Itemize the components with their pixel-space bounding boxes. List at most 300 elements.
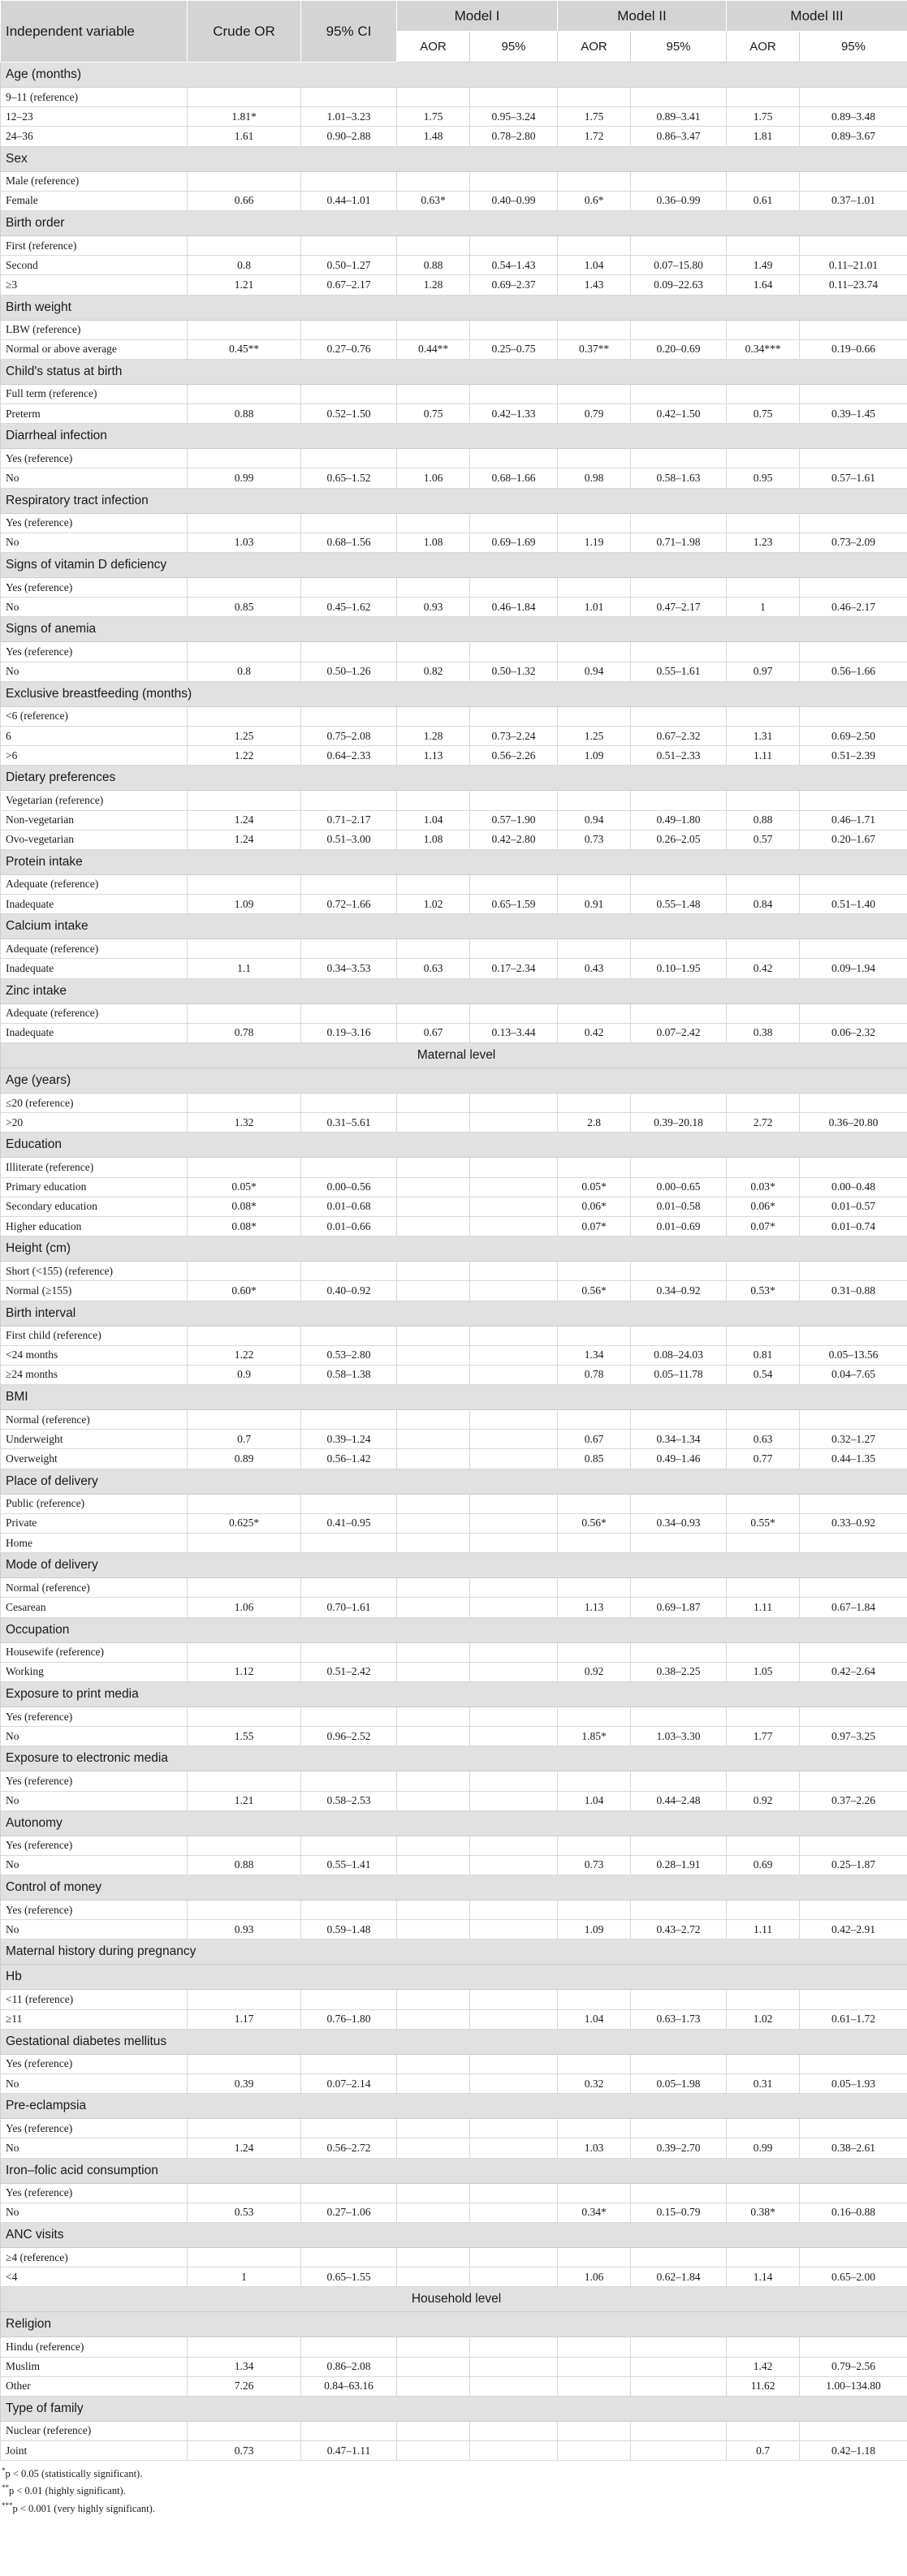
empty-cell bbox=[470, 88, 558, 107]
empty-cell bbox=[301, 1326, 397, 1345]
empty-cell bbox=[558, 235, 631, 255]
crude-ci-cell: 0.07–2.14 bbox=[301, 2074, 397, 2094]
empty-cell bbox=[397, 1410, 470, 1430]
empty-cell bbox=[397, 449, 470, 468]
model-3-aor-cell: 0.42 bbox=[727, 959, 800, 978]
empty-cell bbox=[558, 642, 631, 662]
empty-cell bbox=[301, 1578, 397, 1598]
section-label: Birth weight bbox=[1, 295, 907, 320]
model-3-ci-cell: 1.00–134.80 bbox=[800, 2376, 907, 2396]
table-row bbox=[1, 1662, 907, 1681]
empty-cell bbox=[558, 513, 631, 533]
reference-row bbox=[1, 2337, 907, 2357]
category-label: >20 bbox=[1, 1113, 188, 1133]
table-row bbox=[1, 256, 907, 275]
empty-cell bbox=[800, 706, 907, 726]
reference-label: Yes (reference) bbox=[1, 1901, 188, 1920]
table-row bbox=[1, 1023, 907, 1042]
section-row bbox=[1, 1385, 907, 1410]
model-3-aor-cell: 0.7 bbox=[727, 2441, 800, 2461]
category-label: No bbox=[1, 2203, 188, 2222]
empty-cell bbox=[188, 2183, 301, 2203]
reference-row bbox=[1, 1410, 907, 1430]
empty-cell bbox=[470, 1578, 558, 1598]
empty-cell bbox=[301, 2183, 397, 2203]
model-2-ci-cell: 0.05–1.98 bbox=[631, 2074, 727, 2094]
section-row bbox=[1, 1746, 907, 1771]
crude-or-cell: 1.22 bbox=[188, 1345, 301, 1365]
model-2-ci-cell: 0.01–0.69 bbox=[631, 1216, 727, 1236]
category-label: Normal (≥155) bbox=[1, 1281, 188, 1301]
empty-cell bbox=[397, 1642, 470, 1662]
section-label: Maternal history during pregnancy bbox=[1, 1940, 907, 1965]
crude-or-cell: 0.88 bbox=[188, 1855, 301, 1875]
model-1-aor-cell: 1.08 bbox=[397, 533, 470, 552]
section-label: Religion bbox=[1, 2312, 907, 2337]
model-1-ci-cell bbox=[470, 1920, 558, 1940]
category-label: No bbox=[1, 1920, 188, 1940]
model-3-aor-cell: 1.75 bbox=[727, 107, 800, 127]
category-label: Ovo-vegetarian bbox=[1, 830, 188, 849]
empty-cell bbox=[301, 1990, 397, 2009]
model-1-aor-cell bbox=[397, 1598, 470, 1617]
empty-cell bbox=[800, 578, 907, 598]
empty-cell bbox=[727, 1158, 800, 1177]
crude-or-cell: 0.73 bbox=[188, 2441, 301, 2461]
crude-or-cell: 1.32 bbox=[188, 1113, 301, 1133]
section-label: Pre-eclampsia bbox=[1, 2094, 907, 2119]
empty-cell bbox=[800, 449, 907, 468]
model-3-ci-cell: 0.25–1.87 bbox=[800, 1855, 907, 1875]
model-3-aor-cell: 1 bbox=[727, 598, 800, 617]
empty-cell bbox=[397, 320, 470, 339]
model-2-aor-cell: 1.03 bbox=[558, 2138, 631, 2158]
section-row bbox=[1, 1133, 907, 1158]
empty-cell bbox=[397, 1990, 470, 2009]
crude-or-cell: 1.22 bbox=[188, 746, 301, 766]
model-2-ci-cell: 1.03–3.30 bbox=[631, 1727, 727, 1746]
section-row bbox=[1, 1810, 907, 1836]
model-3-aor-cell: 0.77 bbox=[727, 1449, 800, 1469]
empty-cell bbox=[631, 874, 727, 894]
table-header bbox=[1, 1, 907, 63]
model-2-aor-cell: 1.72 bbox=[558, 127, 631, 146]
empty-cell bbox=[727, 939, 800, 959]
model-1-aor-cell bbox=[397, 1449, 470, 1469]
table-row bbox=[1, 191, 907, 210]
empty-cell bbox=[631, 2119, 727, 2138]
empty-cell bbox=[397, 1094, 470, 1113]
reference-label: Short (<155) (reference) bbox=[1, 1262, 188, 1281]
crude-ci-cell: 0.27–0.76 bbox=[301, 339, 397, 359]
empty-cell bbox=[727, 1410, 800, 1430]
empty-cell bbox=[800, 2247, 907, 2267]
empty-cell bbox=[558, 874, 631, 894]
empty-cell bbox=[800, 1410, 907, 1430]
crude-ci-cell: 0.70–1.61 bbox=[301, 1598, 397, 1617]
model-3-aor-cell: 1.02 bbox=[727, 2009, 800, 2029]
model-3-ci-cell: 0.46–2.17 bbox=[800, 598, 907, 617]
model-2-ci-cell bbox=[631, 2441, 727, 2461]
section-row bbox=[1, 1301, 907, 1326]
empty-cell bbox=[470, 513, 558, 533]
empty-cell bbox=[301, 1158, 397, 1177]
empty-cell bbox=[188, 874, 301, 894]
model-3-aor-cell: 0.88 bbox=[727, 810, 800, 830]
empty-cell bbox=[397, 2337, 470, 2357]
header-model-1: Model I bbox=[397, 1, 558, 32]
empty-cell bbox=[631, 2247, 727, 2267]
empty-cell bbox=[631, 1707, 727, 1726]
empty-cell bbox=[301, 642, 397, 662]
table-body bbox=[1, 63, 907, 2461]
category-label: Joint bbox=[1, 2441, 188, 2461]
table-row bbox=[1, 746, 907, 766]
crude-or-cell: 1.1 bbox=[188, 959, 301, 978]
table-row bbox=[1, 1197, 907, 1216]
empty-cell bbox=[558, 578, 631, 598]
model-2-aor-cell: 0.79 bbox=[558, 404, 631, 424]
model-2-aor-cell: 0.91 bbox=[558, 895, 631, 914]
header-model-3: Model III bbox=[727, 1, 907, 32]
model-1-ci-cell bbox=[470, 1197, 558, 1216]
model-3-ci-cell: 0.05–1.93 bbox=[800, 2074, 907, 2094]
reference-label: Illiterate (reference) bbox=[1, 1158, 188, 1177]
empty-cell bbox=[470, 1990, 558, 2009]
table-row bbox=[1, 107, 907, 127]
model-3-aor-cell: 0.81 bbox=[727, 1345, 800, 1365]
model-2-aor-cell: 0.05* bbox=[558, 1177, 631, 1197]
model-1-ci-cell: 0.54–1.43 bbox=[470, 256, 558, 275]
model-3-ci-cell: 0.37–2.26 bbox=[800, 1791, 907, 1810]
reference-row bbox=[1, 578, 907, 598]
empty-cell bbox=[631, 578, 727, 598]
reference-label: Yes (reference) bbox=[1, 578, 188, 598]
section-label: Signs of anemia bbox=[1, 617, 907, 642]
model-1-ci-cell bbox=[470, 1281, 558, 1301]
empty-cell bbox=[470, 1534, 558, 1553]
crude-ci-cell: 0.68–1.56 bbox=[301, 533, 397, 552]
category-label: No bbox=[1, 1791, 188, 1810]
model-1-ci-cell bbox=[470, 1855, 558, 1875]
empty-cell bbox=[727, 1578, 800, 1598]
category-label: No bbox=[1, 2074, 188, 2094]
header-model-3-aor: AOR bbox=[727, 32, 800, 63]
model-1-aor-cell bbox=[397, 2138, 470, 2158]
empty-cell bbox=[727, 642, 800, 662]
model-2-aor-cell: 0.6* bbox=[558, 191, 631, 210]
model-1-ci-cell bbox=[470, 1177, 558, 1197]
model-1-ci-cell bbox=[470, 1113, 558, 1133]
reference-row bbox=[1, 791, 907, 810]
crude-ci-cell: 0.44–1.01 bbox=[301, 191, 397, 210]
model-1-aor-cell: 0.82 bbox=[397, 662, 470, 681]
crude-ci-cell: 0.90–2.88 bbox=[301, 127, 397, 146]
model-1-ci-cell bbox=[470, 1513, 558, 1533]
model-1-aor-cell bbox=[397, 1662, 470, 1681]
empty-cell bbox=[301, 1836, 397, 1855]
model-1-aor-cell: 0.67 bbox=[397, 1023, 470, 1042]
model-2-aor-cell: 0.56* bbox=[558, 1281, 631, 1301]
empty-cell bbox=[470, 874, 558, 894]
empty-cell bbox=[470, 1707, 558, 1726]
reference-label: Vegetarian (reference) bbox=[1, 791, 188, 810]
model-1-aor-cell bbox=[397, 1855, 470, 1875]
crude-or-cell: 7.26 bbox=[188, 2376, 301, 2396]
model-3-ci-cell: 0.16–0.88 bbox=[800, 2203, 907, 2222]
reference-label: Normal (reference) bbox=[1, 1578, 188, 1598]
crude-ci-cell: 1.01–3.23 bbox=[301, 107, 397, 127]
model-3-ci-cell: 0.19–0.66 bbox=[800, 339, 907, 359]
reference-label: ≤20 (reference) bbox=[1, 1094, 188, 1113]
model-3-aor-cell: 0.92 bbox=[727, 1791, 800, 1810]
model-2-ci-cell: 0.63–1.73 bbox=[631, 2009, 727, 2029]
model-2-ci-cell: 0.86–3.47 bbox=[631, 127, 727, 146]
table-row bbox=[1, 1365, 907, 1384]
table-footnotes bbox=[0, 2461, 907, 2515]
empty-cell bbox=[188, 1262, 301, 1281]
model-2-ci-cell: 0.20–0.69 bbox=[631, 339, 727, 359]
empty-cell bbox=[397, 1158, 470, 1177]
model-1-aor-cell bbox=[397, 1920, 470, 1940]
model-1-ci-cell: 0.78–2.80 bbox=[470, 127, 558, 146]
table-row bbox=[1, 1430, 907, 1449]
model-2-ci-cell: 0.00–0.65 bbox=[631, 1177, 727, 1197]
empty-cell bbox=[188, 578, 301, 598]
model-2-ci-cell: 0.49–1.80 bbox=[631, 810, 727, 830]
model-2-aor-cell: 1.13 bbox=[558, 1598, 631, 1617]
section-row bbox=[1, 553, 907, 578]
header-independent-variable: Independent variable bbox=[1, 1, 188, 63]
empty-cell bbox=[727, 2054, 800, 2073]
reference-label: ≥4 (reference) bbox=[1, 2247, 188, 2267]
empty-cell bbox=[397, 1771, 470, 1791]
section-row bbox=[1, 1940, 907, 1965]
model-2-aor-cell: 0.34* bbox=[558, 2203, 631, 2222]
empty-cell bbox=[558, 2183, 631, 2203]
model-3-ci-cell: 0.89–3.48 bbox=[800, 107, 907, 127]
section-label: Signs of vitamin D deficiency bbox=[1, 553, 907, 578]
empty-cell bbox=[188, 1410, 301, 1430]
model-2-ci-cell: 0.15–0.79 bbox=[631, 2203, 727, 2222]
crude-ci-cell: 0.39–1.24 bbox=[301, 1430, 397, 1449]
section-row bbox=[1, 2312, 907, 2337]
model-1-aor-cell: 1.02 bbox=[397, 895, 470, 914]
model-2-aor-cell bbox=[558, 2376, 631, 2396]
empty-cell bbox=[558, 1771, 631, 1791]
crude-or-cell: 1.24 bbox=[188, 830, 301, 849]
table-row bbox=[1, 598, 907, 617]
model-3-aor-cell: 0.07* bbox=[727, 1216, 800, 1236]
category-label: No bbox=[1, 1855, 188, 1875]
model-1-aor-cell bbox=[397, 2357, 470, 2376]
reference-row bbox=[1, 1094, 907, 1113]
empty-cell bbox=[470, 939, 558, 959]
model-1-aor-cell bbox=[397, 1113, 470, 1133]
empty-cell bbox=[800, 1326, 907, 1345]
model-2-ci-cell: 0.44–2.48 bbox=[631, 1791, 727, 1810]
model-2-aor-cell: 0.73 bbox=[558, 830, 631, 849]
model-3-ci-cell: 0.37–1.01 bbox=[800, 191, 907, 210]
reference-row bbox=[1, 1158, 907, 1177]
empty-cell bbox=[397, 642, 470, 662]
reference-label: Male (reference) bbox=[1, 171, 188, 191]
empty-cell bbox=[727, 1494, 800, 1513]
model-3-aor-cell: 1.64 bbox=[727, 275, 800, 295]
category-label: Normal or above average bbox=[1, 339, 188, 359]
model-2-ci-cell: 0.34–1.34 bbox=[631, 1430, 727, 1449]
header-model-2-95: 95% bbox=[631, 32, 727, 63]
model-1-aor-cell: 0.75 bbox=[397, 404, 470, 424]
footnote-text: p < 0.001 (very highly significant). bbox=[12, 2502, 155, 2514]
table-row bbox=[1, 2074, 907, 2094]
empty-cell bbox=[188, 88, 301, 107]
model-3-aor-cell: 11.62 bbox=[727, 2376, 800, 2396]
empty-cell bbox=[558, 1836, 631, 1855]
section-label: Iron–folic acid consumption bbox=[1, 2158, 907, 2183]
empty-cell bbox=[631, 235, 727, 255]
section-row bbox=[1, 1553, 907, 1578]
reference-row bbox=[1, 2054, 907, 2073]
empty-cell bbox=[397, 2421, 470, 2440]
reference-row bbox=[1, 1003, 907, 1023]
crude-ci-cell: 0.65–1.52 bbox=[301, 468, 397, 488]
empty-cell bbox=[558, 2421, 631, 2440]
model-3-ci-cell: 0.42–2.91 bbox=[800, 1920, 907, 1940]
model-2-aor-cell: 0.32 bbox=[558, 2074, 631, 2094]
empty-cell bbox=[558, 1534, 631, 1553]
table-row bbox=[1, 2138, 907, 2158]
crude-or-cell: 0.93 bbox=[188, 1920, 301, 1940]
crude-ci-cell: 0.64–2.33 bbox=[301, 746, 397, 766]
empty-cell bbox=[397, 874, 470, 894]
table-row bbox=[1, 404, 907, 424]
crude-ci-cell: 0.67–2.17 bbox=[301, 275, 397, 295]
model-3-aor-cell: 0.63 bbox=[727, 1430, 800, 1449]
model-3-ci-cell: 0.97–3.25 bbox=[800, 1727, 907, 1746]
model-1-aor-cell bbox=[397, 2203, 470, 2222]
crude-ci-cell: 0.53–2.80 bbox=[301, 1345, 397, 1365]
model-2-aor-cell: 0.06* bbox=[558, 1197, 631, 1216]
section-row bbox=[1, 1681, 907, 1707]
section-label: Occupation bbox=[1, 1617, 907, 1642]
model-2-aor-cell: 0.92 bbox=[558, 1662, 631, 1681]
crude-or-cell: 0.8 bbox=[188, 662, 301, 681]
category-label: Second bbox=[1, 256, 188, 275]
empty-cell bbox=[397, 513, 470, 533]
model-3-ci-cell: 0.65–2.00 bbox=[800, 2267, 907, 2287]
crude-ci-cell: 0.59–1.48 bbox=[301, 1920, 397, 1940]
model-2-ci-cell: 0.71–1.98 bbox=[631, 533, 727, 552]
model-1-aor-cell bbox=[397, 1365, 470, 1384]
model-3-aor-cell: 0.38* bbox=[727, 2203, 800, 2222]
model-1-ci-cell: 0.13–3.44 bbox=[470, 1023, 558, 1042]
crude-or-cell: 0.85 bbox=[188, 598, 301, 617]
crude-ci-cell: 0.71–2.17 bbox=[301, 810, 397, 830]
reference-row bbox=[1, 1262, 907, 1281]
model-3-ci-cell: 0.11–21.01 bbox=[800, 256, 907, 275]
model-2-ci-cell bbox=[631, 2357, 727, 2376]
crude-or-cell: 0.625* bbox=[188, 1513, 301, 1533]
model-2-ci-cell: 0.47–2.17 bbox=[631, 598, 727, 617]
section-label: Type of family bbox=[1, 2396, 907, 2421]
reference-row bbox=[1, 1642, 907, 1662]
model-1-aor-cell bbox=[397, 2009, 470, 2029]
empty-cell bbox=[188, 2337, 301, 2357]
model-1-ci-cell: 0.95–3.24 bbox=[470, 107, 558, 127]
empty-cell bbox=[470, 2054, 558, 2073]
section-row bbox=[1, 63, 907, 88]
model-2-ci-cell: 0.09–22.63 bbox=[631, 275, 727, 295]
model-2-ci-cell: 0.43–2.72 bbox=[631, 1920, 727, 1940]
empty-cell bbox=[558, 1901, 631, 1920]
model-3-ci-cell: 0.32–1.27 bbox=[800, 1430, 907, 1449]
crude-or-cell: 1.21 bbox=[188, 275, 301, 295]
crude-ci-cell: 0.40–0.92 bbox=[301, 1281, 397, 1301]
empty-cell bbox=[631, 1771, 727, 1791]
crude-or-cell: 1 bbox=[188, 2267, 301, 2287]
empty-cell bbox=[188, 1158, 301, 1177]
model-3-aor-cell: 0.57 bbox=[727, 830, 800, 849]
crude-ci-cell: 0.56–1.42 bbox=[301, 1449, 397, 1469]
footnote bbox=[2, 2481, 907, 2498]
model-1-ci-cell: 0.65–1.59 bbox=[470, 895, 558, 914]
empty-cell bbox=[631, 706, 727, 726]
model-1-ci-cell: 0.69–1.69 bbox=[470, 533, 558, 552]
empty-cell bbox=[397, 1901, 470, 1920]
empty-cell bbox=[188, 706, 301, 726]
empty-cell bbox=[301, 171, 397, 191]
section-label: Child's status at birth bbox=[1, 359, 907, 384]
header-crude-or: Crude OR bbox=[188, 1, 301, 63]
model-3-aor-cell: 0.34*** bbox=[727, 339, 800, 359]
table-row bbox=[1, 1855, 907, 1875]
empty-cell bbox=[470, 1494, 558, 1513]
reference-row bbox=[1, 513, 907, 533]
crude-ci-cell: 0.55–1.41 bbox=[301, 1855, 397, 1875]
empty-cell bbox=[188, 2247, 301, 2267]
reference-row bbox=[1, 2183, 907, 2203]
empty-cell bbox=[301, 1901, 397, 1920]
empty-cell bbox=[727, 1262, 800, 1281]
empty-cell bbox=[397, 1003, 470, 1023]
model-2-ci-cell: 0.26–2.05 bbox=[631, 830, 727, 849]
empty-cell bbox=[188, 2054, 301, 2073]
empty-cell bbox=[631, 2337, 727, 2357]
model-1-ci-cell bbox=[470, 1216, 558, 1236]
model-3-aor-cell: 0.31 bbox=[727, 2074, 800, 2094]
model-1-aor-cell: 0.93 bbox=[397, 598, 470, 617]
empty-cell bbox=[301, 578, 397, 598]
empty-cell bbox=[301, 2054, 397, 2073]
empty-cell bbox=[800, 1901, 907, 1920]
empty-cell bbox=[631, 1003, 727, 1023]
model-3-aor-cell: 1.11 bbox=[727, 1598, 800, 1617]
category-label: Secondary education bbox=[1, 1197, 188, 1216]
reference-label: Home bbox=[1, 1534, 188, 1553]
section-row bbox=[1, 849, 907, 874]
model-2-ci-cell: 0.39–20.18 bbox=[631, 1113, 727, 1133]
crude-ci-cell: 0.45–1.62 bbox=[301, 598, 397, 617]
empty-cell bbox=[188, 1003, 301, 1023]
empty-cell bbox=[631, 384, 727, 403]
section-label: Education bbox=[1, 1133, 907, 1158]
reference-row bbox=[1, 1990, 907, 2009]
section-label: Sex bbox=[1, 146, 907, 171]
table-row bbox=[1, 810, 907, 830]
reference-label: Yes (reference) bbox=[1, 449, 188, 468]
model-1-aor-cell: 1.06 bbox=[397, 468, 470, 488]
